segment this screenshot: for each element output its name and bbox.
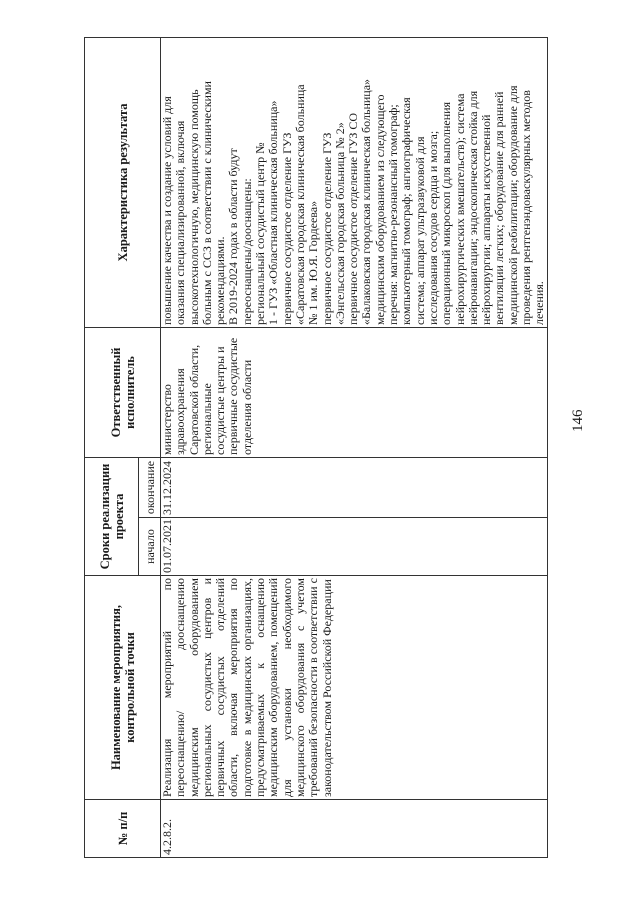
- table-row: [161, 37, 548, 857]
- row-end: 31.12.2024: [161, 457, 548, 517]
- result-line: перечня: магнитно-резонансный томограф;: [386, 104, 401, 325]
- header-name: Наименование мероприятия, контрольной точки: [85, 576, 161, 800]
- result-line: исследования сосудов сердца и мозга;: [425, 130, 440, 325]
- result-line: высокотехнологичную, медицинскую помощь: [186, 89, 201, 325]
- result-line: система; аппарат ультразвуковой для: [412, 136, 427, 325]
- result-line: нейрохирургических вмешательств); система: [452, 93, 467, 325]
- result-line: медицинской реабилитации; оборудование для: [505, 85, 520, 325]
- header-result: Характеристика результата: [85, 37, 161, 327]
- row-start: 01.07.2021: [161, 518, 548, 576]
- row-responsible: министерство здравоохранения Саратовской области, региональные сосудистые центры и первичные сосудистые отделения области: [161, 327, 548, 457]
- result-line: первичное сосудистое отделение ГУЗ: [319, 132, 334, 325]
- result-line: № 1 им. Ю.Я. Гордеева»: [306, 200, 321, 325]
- result-line: первичное сосудистое отделение ГУЗ: [279, 132, 294, 325]
- header-num: № п/п: [85, 800, 161, 858]
- result-line: переоснащены/дооснащены:: [239, 178, 254, 325]
- header-responsible: Ответственный исполнитель: [85, 327, 161, 457]
- header-period: Сроки реализации проекта: [85, 457, 139, 575]
- result-line: лечения.: [532, 281, 547, 325]
- row-num: 4.2.8.2.: [161, 800, 548, 858]
- result-line: оказания специализированной, включая: [173, 120, 188, 325]
- row-name: Реализация мероприятий по переоснащению/ дооснащению медицинским оборудованием региональных сосудистых центров и первичных сосудистых отделений области, включая мероприятия по подготовке в медицинских организациях, предусматриваемых к оснащению медицинским оборудованием, помещений для установки необходимого медицинского оборудования с учетом требований безопасности в соответствии с законодательством Российской Федерации: [161, 576, 548, 800]
- result-line: компьютерный томограф; ангиографическая: [399, 97, 414, 325]
- result-line: вентиляции легких; оборудование для ранней: [492, 91, 507, 325]
- row-result: [161, 37, 548, 327]
- result-line: рекомендациями.: [213, 236, 228, 325]
- result-line: повышение качества и создание условий для: [160, 96, 174, 325]
- result-line: нейронавигации; эндоскопическая стойка для: [465, 90, 480, 325]
- result-line: медицинским оборудованием из следующего: [372, 94, 387, 325]
- result-line: нейрохирургии; аппараты искусственной: [479, 114, 494, 325]
- result-line: «Саратовская городская клиническая больница: [292, 84, 307, 325]
- result-line: региональный сосудистый центр №: [253, 142, 268, 325]
- rotated-page-content: [84, 38, 547, 858]
- result-line: первичное сосудистое отделение ГУЗ СО: [346, 112, 361, 325]
- result-line: больным с ССЗ в соответствии с клиническими: [199, 81, 214, 325]
- result-line: В 2019-2024 годах в области будут: [226, 148, 241, 325]
- result-line: 1 - ГУЗ «Областная клиническая больница»: [266, 100, 281, 325]
- page-number: 146: [570, 409, 586, 432]
- measures-table: [84, 37, 548, 858]
- result-line: операционный микроскоп (для выполнения: [439, 101, 454, 325]
- result-line: «Энгельсская городская больница № 2»: [332, 122, 347, 325]
- header-start: начало: [139, 518, 161, 576]
- result-line: проведения рентгенэндоваскулярных методов: [519, 90, 534, 325]
- result-line: «Балаковская городская клиническая больница»: [359, 78, 374, 325]
- header-end: окончание: [139, 457, 161, 517]
